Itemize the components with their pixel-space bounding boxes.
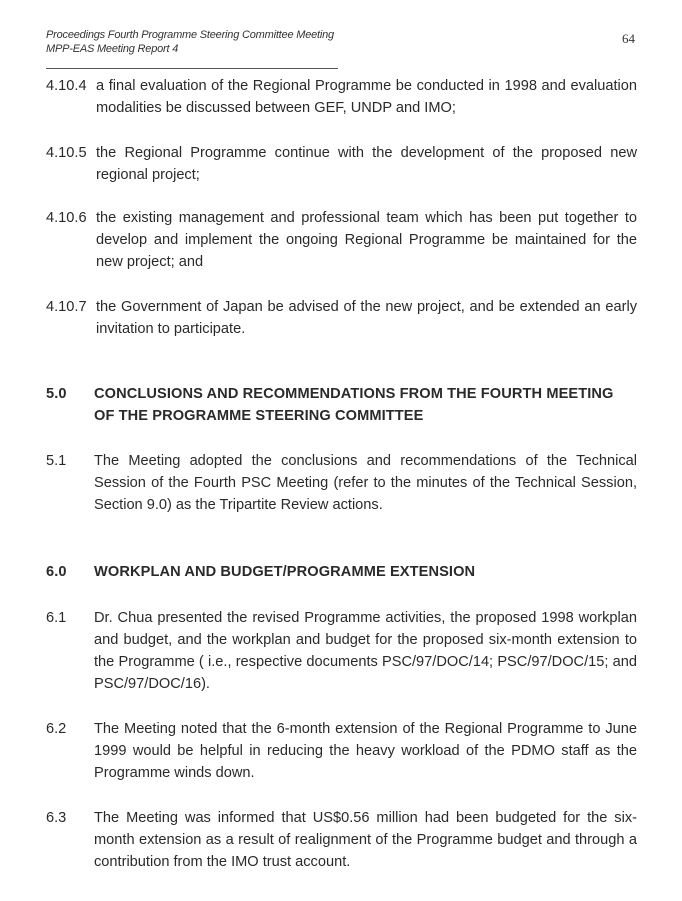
section-heading — [46, 561, 637, 583]
paragraph-text: The Meeting was informed that US$0.56 million had been budgeted for the six-month extension as a result of realignment of the Programme budget and through a contribution from the IMO trust account. — [94, 810, 637, 870]
paragraph-number: 6.2 — [46, 721, 67, 737]
section-heading — [46, 383, 637, 427]
item-text: the Regional Programme continue with the development of the proposed new regional project; — [96, 145, 637, 183]
paragraph-text: The Meeting adopted the conclusions and recommendations of the Technical Session of the Fourth PSC Meeting (refer to the minutes of the Technical Session, Section 9.0) as the Tripartite Review actions. — [94, 453, 637, 513]
list-item — [46, 296, 637, 340]
list-item — [46, 75, 637, 119]
header-title: Proceedings Fourth Programme Steering Committee Meeting — [46, 29, 334, 41]
section-title: WORKPLAN AND BUDGET/PROGRAMME EXTENSION — [94, 564, 476, 580]
section-title: CONCLUSIONS AND RECOMMENDATIONS FROM THE FOURTH MEETING OF THE PROGRAMME STEERING COMMITTEE — [94, 386, 614, 424]
item-text: the existing management and professional team which has been put together to develop and implement the ongoing Regional Programme be maintained for the new project; and — [96, 210, 637, 270]
item-text: a final evaluation of the Regional Programme be conducted in 1998 and evaluation modalities be discussed between GEF, UNDP and IMO; — [96, 78, 637, 116]
list-item — [46, 207, 637, 273]
paragraph-number: 6.3 — [46, 810, 67, 826]
item-number: 4.10.7 — [46, 299, 87, 315]
paragraph-text: Dr. Chua presented the revised Programme activities, the proposed 1998 workplan and budget, and the workplan and budget for the proposed six-month extension to the Programme ( i.e., respective documents PSC/97/DOC/14; PSC/97/DOC/15; and PSC/97/DOC/16). — [94, 610, 637, 692]
paragraph — [46, 450, 637, 516]
item-number: 4.10.6 — [46, 210, 87, 226]
paragraph-number: 6.1 — [46, 610, 67, 626]
paragraph-number: 5.1 — [46, 453, 67, 469]
paragraph — [46, 807, 637, 873]
list-item — [46, 142, 637, 186]
header-rule — [46, 68, 338, 69]
header-subtitle: MPP-EAS Meeting Report 4 — [46, 43, 179, 55]
item-number: 4.10.5 — [46, 145, 87, 161]
page-number: 64 — [622, 31, 635, 46]
paragraph — [46, 607, 637, 695]
section-number: 5.0 — [46, 386, 67, 402]
paragraph — [46, 718, 637, 784]
section-number: 6.0 — [46, 564, 67, 580]
running-header — [46, 28, 334, 56]
item-number: 4.10.4 — [46, 78, 87, 94]
item-text: the Government of Japan be advised of the new project, and be extended an early invitation to participate. — [96, 299, 637, 337]
paragraph-text: The Meeting noted that the 6-month extension of the Regional Programme to June 1999 would be helpful in reducing the heavy workload of the PDMO staff as the Programme winds down. — [94, 721, 637, 781]
